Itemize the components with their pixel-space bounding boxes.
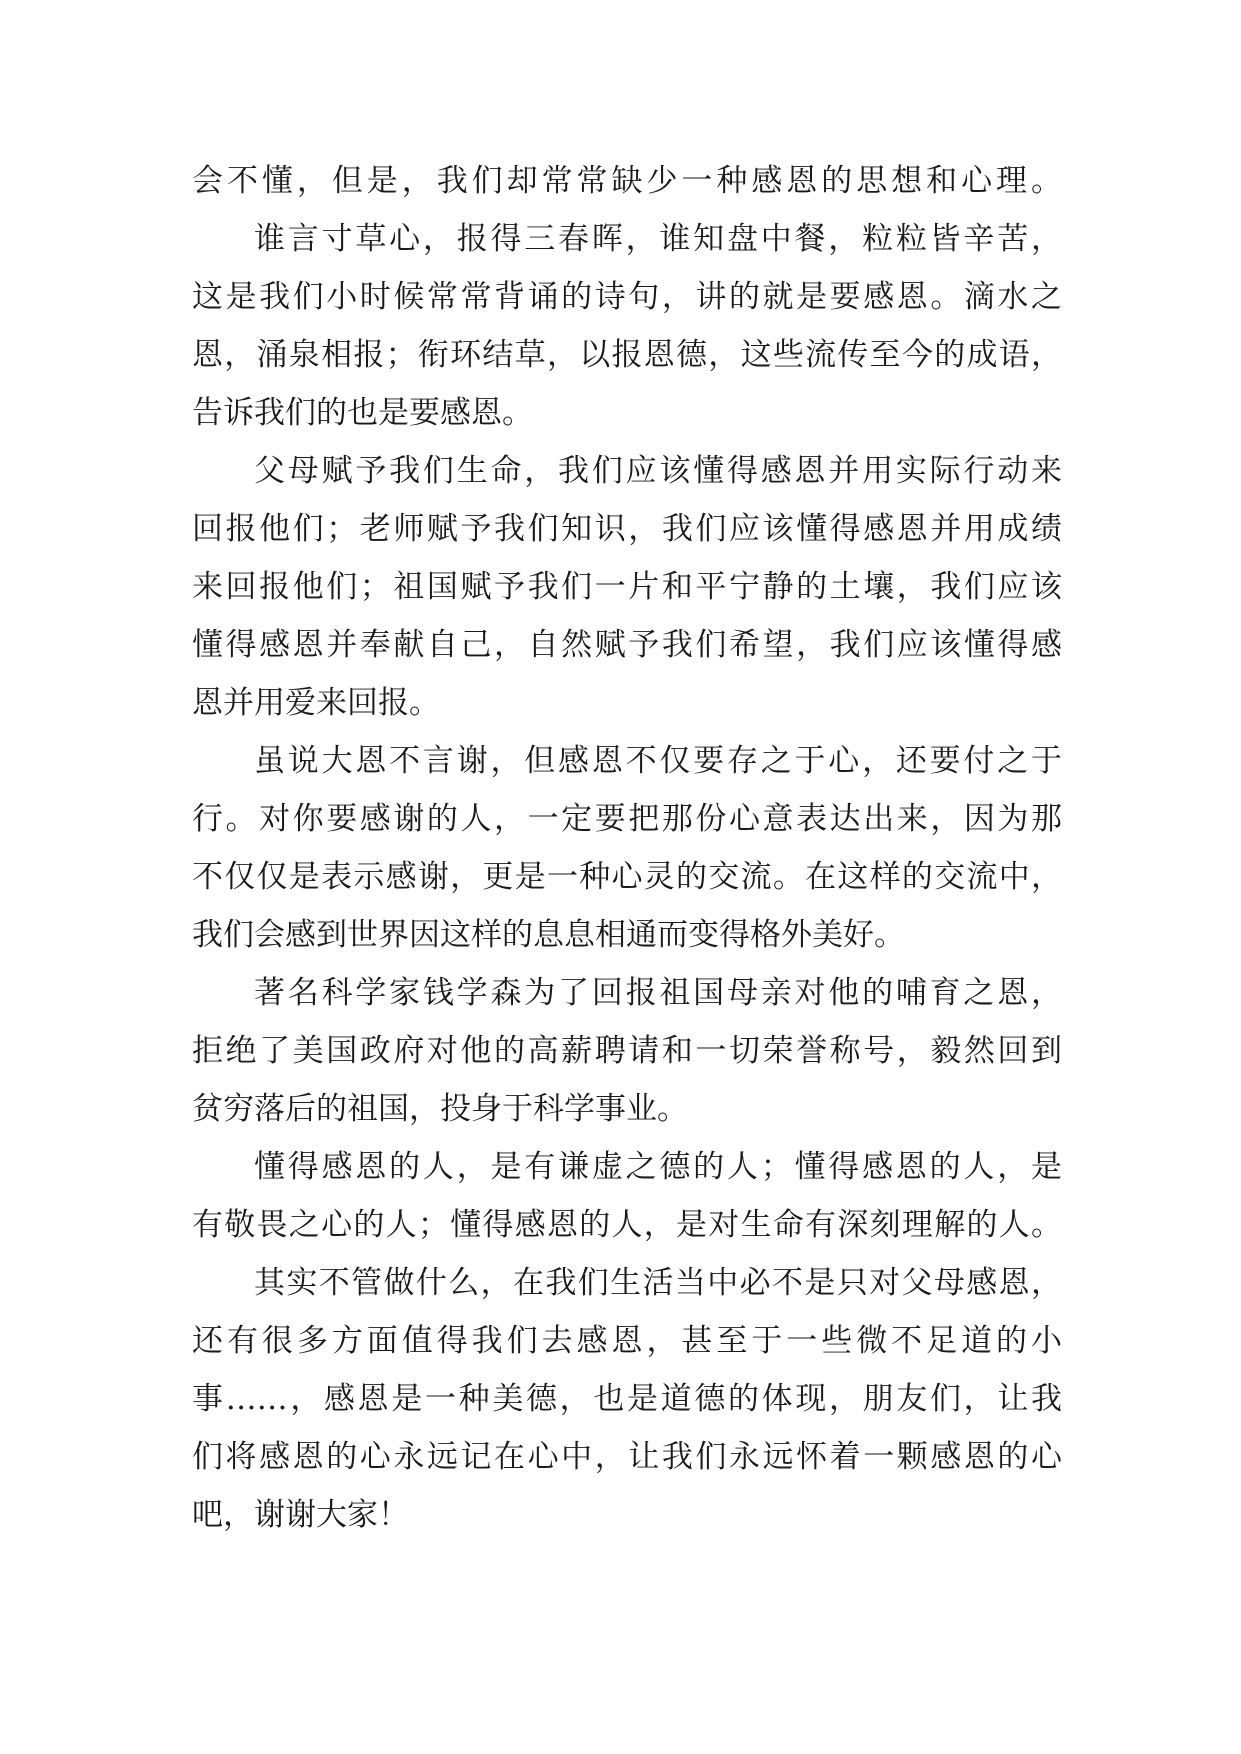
text-line: 恩，涌泉相报；衔环结草，以报恩德，这些流传至今的成语， (192, 337, 1062, 373)
text-line: 这是我们小时候常常背诵的诗句，讲的就是要感恩。滴水之 (192, 279, 1062, 315)
text-line: 其实不管做什么，在我们生活当中必不是只对父母感恩， (254, 1265, 1062, 1301)
paragraph-3 (192, 442, 1062, 732)
text-line: 恩并用爱来回报。 (192, 685, 440, 721)
paragraph-7 (192, 1254, 1062, 1544)
text-line: 有敬畏之心的人；懂得感恩的人，是对生命有深刻理解的人。 (192, 1207, 1062, 1243)
document-body (192, 152, 1062, 1544)
text-line: 拒绝了美国政府对他的高薪聘请和一切荣誉称号，毅然回到 (192, 1033, 1062, 1069)
paragraph-5 (192, 964, 1062, 1138)
text-line: 事……，感恩是一种美德，也是道德的体现，朋友们，让我 (192, 1381, 1062, 1417)
text-line: 懂得感恩的人，是有谦虚之德的人；懂得感恩的人，是 (254, 1149, 1062, 1185)
text-line: 来回报他们；祖国赋予我们一片和平宁静的土壤，我们应该 (192, 569, 1062, 605)
text-line: 懂得感恩并奉献自己，自然赋予我们希望，我们应该懂得感 (192, 627, 1062, 663)
text-line: 我们会感到世界因这样的息息相通而变得格外美好。 (192, 917, 905, 953)
paragraph-4 (192, 732, 1062, 964)
text-line: 们将感恩的心永远记在心中，让我们永远怀着一颗感恩的心 (192, 1439, 1062, 1475)
text-line: 不仅仅是表示感谢，更是一种心灵的交流。在这样的交流中， (192, 859, 1062, 895)
text-line: 会不懂，但是，我们却常常缺少一种感恩的思想和心理。 (192, 163, 1062, 199)
text-line: 贫穷落后的祖国，投身于科学事业。 (192, 1091, 688, 1127)
text-line: 著名科学家钱学森为了回报祖国母亲对他的哺育之恩， (254, 975, 1062, 1011)
text-line: 回报他们；老师赋予我们知识，我们应该懂得感恩并用成绩 (192, 511, 1062, 547)
text-line: 吧，谢谢大家！ (192, 1497, 409, 1533)
text-line: 告诉我们的也是要感恩。 (192, 395, 533, 431)
text-line: 还有很多方面值得我们去感恩，甚至于一些微不足道的小 (192, 1323, 1062, 1359)
text-line: 父母赋予我们生命，我们应该懂得感恩并用实际行动来 (254, 453, 1062, 489)
paragraph-2 (192, 210, 1062, 442)
paragraph-6 (192, 1138, 1062, 1254)
text-line: 谁言寸草心，报得三春晖，谁知盘中餐，粒粒皆辛苦， (254, 221, 1062, 257)
text-line: 行。对你要感谢的人，一定要把那份心意表达出来，因为那 (192, 801, 1062, 837)
text-line: 虽说大恩不言谢，但感恩不仅要存之于心，还要付之于 (254, 743, 1062, 779)
paragraph-1 (192, 152, 1062, 210)
